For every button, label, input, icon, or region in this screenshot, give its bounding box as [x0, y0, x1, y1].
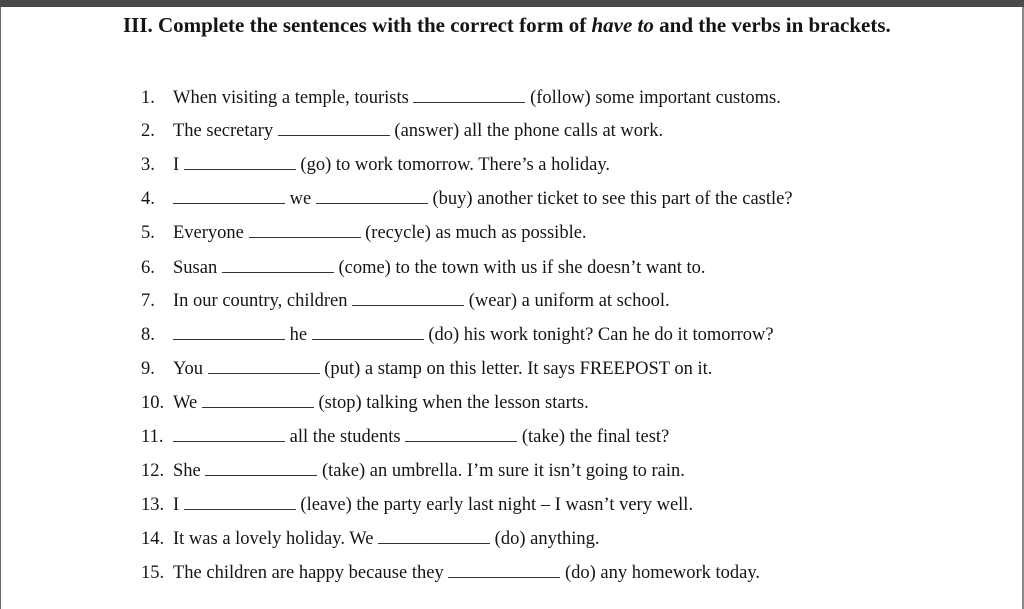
- heading-text-part2: and the verbs in brackets.: [653, 13, 891, 37]
- exercise-item: [141, 255, 705, 281]
- item-text-b: (answer) all the phone calls at work.: [389, 121, 664, 141]
- item-text-b: (follow) some important customs.: [525, 88, 781, 108]
- answer-blank-2[interactable]: [312, 322, 424, 340]
- item-text-a: I: [173, 495, 184, 515]
- item-text-c: (buy) another ticket to see this part of the castle?: [427, 189, 793, 209]
- item-text-a: I: [173, 155, 184, 175]
- answer-blank[interactable]: [184, 492, 296, 510]
- item-text-a: In our country, children: [173, 291, 353, 311]
- item-text-b: we: [285, 189, 316, 209]
- item-text-b: (leave) the party early last night – I wasn’t very well.: [295, 495, 694, 515]
- item-number: 15.: [141, 563, 165, 583]
- item-text-a: The secretary: [173, 121, 278, 141]
- item-number: 1.: [141, 88, 155, 108]
- item-number: 14.: [141, 529, 165, 549]
- item-text-b: (come) to the town with us if she doesn’t want to.: [333, 258, 706, 278]
- answer-blank[interactable]: [173, 322, 285, 340]
- item-number: 11.: [141, 427, 164, 447]
- answer-blank[interactable]: [278, 118, 390, 136]
- exercise-item: [141, 560, 760, 586]
- exercise-item: [141, 424, 669, 450]
- answer-blank-2[interactable]: [316, 186, 428, 204]
- exercise-item: [141, 526, 599, 552]
- exercise-item: [141, 322, 774, 348]
- exercise-item: [141, 458, 685, 484]
- item-text-b: (wear) a uniform at school.: [464, 291, 670, 311]
- item-text-b: he: [285, 325, 312, 345]
- item-number: 3.: [141, 155, 155, 175]
- heading-emphasis: have to: [591, 13, 654, 37]
- item-text-c: (take) the final test?: [517, 427, 670, 447]
- answer-blank[interactable]: [173, 424, 285, 442]
- item-number: 4.: [141, 189, 155, 209]
- exercise-item: [141, 186, 793, 212]
- item-number: 10.: [141, 393, 165, 413]
- item-number: 6.: [141, 258, 155, 278]
- exercise-item: [141, 152, 610, 178]
- heading-text-part1: III. Complete the sentences with the correct form of: [123, 13, 592, 37]
- item-text-a: You: [173, 359, 208, 379]
- item-text-a: We: [173, 393, 202, 413]
- item-text-c: (do) his work tonight? Can he do it tomorrow?: [423, 325, 774, 345]
- item-number: 13.: [141, 495, 165, 515]
- item-text-a: The children are happy because they: [173, 563, 449, 583]
- answer-blank[interactable]: [173, 186, 285, 204]
- item-text-b: (do) any homework today.: [560, 563, 761, 583]
- item-text-b: all the students: [285, 427, 406, 447]
- item-text-a: Everyone: [173, 223, 249, 243]
- answer-blank[interactable]: [222, 255, 334, 273]
- item-text-a: Susan: [173, 258, 222, 278]
- answer-blank[interactable]: [205, 458, 317, 476]
- answer-blank[interactable]: [413, 85, 525, 103]
- item-number: 2.: [141, 121, 155, 141]
- answer-blank[interactable]: [378, 526, 490, 544]
- item-text-a: When visiting a temple, tourists: [173, 88, 414, 108]
- answer-blank-2[interactable]: [405, 424, 517, 442]
- item-text-a: She: [173, 461, 206, 481]
- item-number: 9.: [141, 359, 155, 379]
- answer-blank[interactable]: [184, 152, 296, 170]
- exercise-item: [141, 390, 589, 416]
- item-number: 7.: [141, 291, 155, 311]
- exercise-item: [141, 356, 712, 382]
- item-text-b: (put) a stamp on this letter. It says FREEPOST on it.: [319, 359, 713, 379]
- item-text-b: (take) an umbrella. I’m sure it isn’t going to rain.: [317, 461, 685, 481]
- item-text-a: It was a lovely holiday. We: [173, 529, 379, 549]
- item-text-b: (go) to work tomorrow. There’s a holiday.: [295, 155, 611, 175]
- exercise-item: [141, 492, 693, 518]
- item-number: 5.: [141, 223, 155, 243]
- item-number: 12.: [141, 461, 165, 481]
- answer-blank[interactable]: [352, 288, 464, 306]
- answer-blank[interactable]: [448, 560, 560, 578]
- item-text-b: (recycle) as much as possible.: [360, 223, 587, 243]
- exercise-item: [141, 118, 663, 144]
- answer-blank[interactable]: [208, 356, 320, 374]
- item-text-b: (stop) talking when the lesson starts.: [313, 393, 589, 413]
- item-text-b: (do) anything.: [490, 529, 600, 549]
- item-number: 8.: [141, 325, 155, 345]
- exercise-item: [141, 85, 781, 111]
- answer-blank[interactable]: [249, 220, 361, 238]
- answer-blank[interactable]: [202, 390, 314, 408]
- exercise-item: [141, 220, 587, 246]
- exercise-item: [141, 288, 670, 314]
